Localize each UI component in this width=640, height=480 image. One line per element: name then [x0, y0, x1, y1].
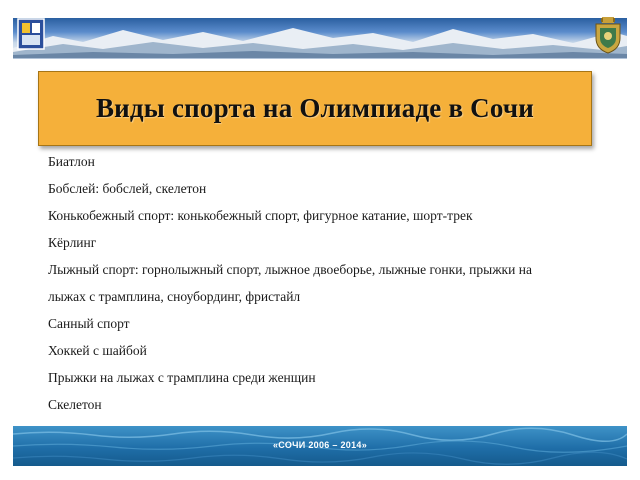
footer-caption: «СОЧИ 2006 – 2014»	[272, 440, 368, 450]
list-item: Кёрлинг	[48, 235, 97, 250]
sochi-emblem-icon	[17, 18, 45, 50]
list-item: Хоккей с шайбой	[48, 343, 147, 358]
list-item: лыжах с трамплина, сноубординг, фристайл	[48, 289, 301, 304]
list-item: Санный спорт	[48, 316, 130, 331]
list-item: Прыжки на лыжах с трамплина среди женщин	[48, 370, 316, 385]
list-item: Бобслей: бобслей, скелетон	[48, 181, 207, 196]
coat-of-arms-icon	[593, 16, 623, 54]
list-item: Лыжный спорт: горнолыжный спорт, лыжное двоеборье, лыжные гонки, прыжки на	[48, 262, 532, 277]
list-item: Конькобежный спорт: конькобежный спорт, фигурное катание, шорт-трек	[48, 208, 473, 223]
title-box	[38, 71, 592, 146]
bottom-banner	[13, 426, 627, 466]
top-banner	[13, 18, 627, 59]
mountain-range-image	[13, 18, 627, 58]
list-item: Скелетон	[48, 397, 102, 412]
list-item: Биатлон	[48, 154, 95, 169]
slide-title: Виды спорта на Олимпиаде в Сочи	[95, 93, 535, 123]
